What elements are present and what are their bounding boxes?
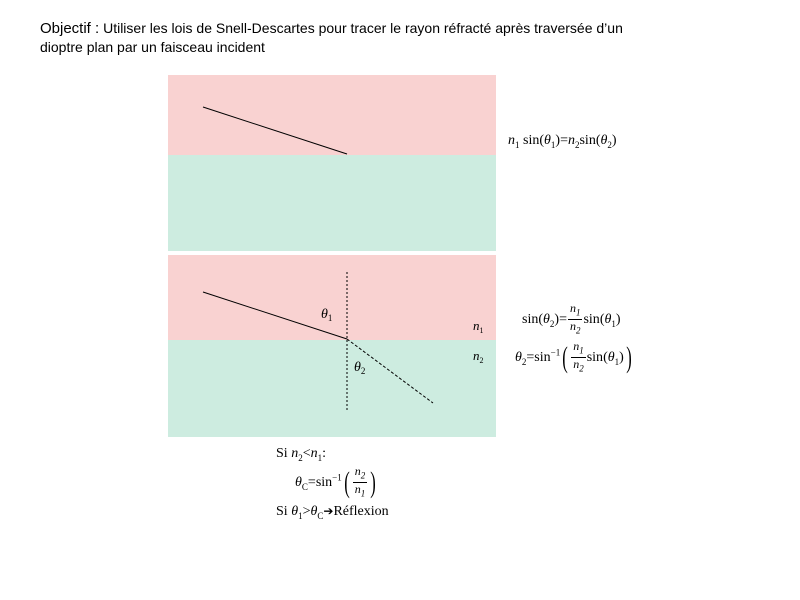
n1-over-n2-fraction: $\frac{n_1}{n_2}$ <box>569 301 581 336</box>
top-medium-2 <box>168 155 496 251</box>
sin-theta2-formula: $\sin(\theta_2)=$ $\frac{n_1}{n_2}$ $\sin(\theta_1)$ <box>522 301 621 336</box>
n2-over-n1-fraction: $\frac{n_2}{n_1}$ <box>354 464 366 499</box>
snell-law-formula: $n_1$ $\sin(\theta_1)=n_2\sin(\theta_2)$ <box>508 133 617 150</box>
n2-label: $n_2$ <box>473 348 484 365</box>
reflection-condition: Si $\theta_1>\theta_C➔Réflexion$ <box>276 504 389 521</box>
bottom-medium-2 <box>168 340 496 437</box>
critical-condition: Si $n_2<n_1$: <box>276 446 326 463</box>
theta2-formula: $\theta_2=\sin^{-1}$( $\frac{n_1}{n_2}$ $\sin(\theta_1)$) <box>515 339 632 374</box>
critical-angle-formula: $\theta_C=\sin^{-1}$( $\frac{n_2}{n_1}$ ) <box>295 464 376 499</box>
objective-lead: Objectif : <box>40 20 100 37</box>
n1-over-n2-fraction-2: $\frac{n_1}{n_2}$ <box>573 339 584 374</box>
bottom-medium-1 <box>168 255 496 340</box>
top-medium-1 <box>168 75 496 155</box>
n1-label: $n_1$ <box>473 318 484 335</box>
theta2-label: $\theta_2$ <box>354 360 366 376</box>
theta1-label: $\theta_1$ <box>321 307 333 323</box>
objective-body: Utiliser les lois de Snell-Descartes pour tracer le rayon réfracté après traversée d’un dioptre plan par un faisceau incident <box>40 20 623 55</box>
arrow-icon: ➔ <box>323 504 334 518</box>
